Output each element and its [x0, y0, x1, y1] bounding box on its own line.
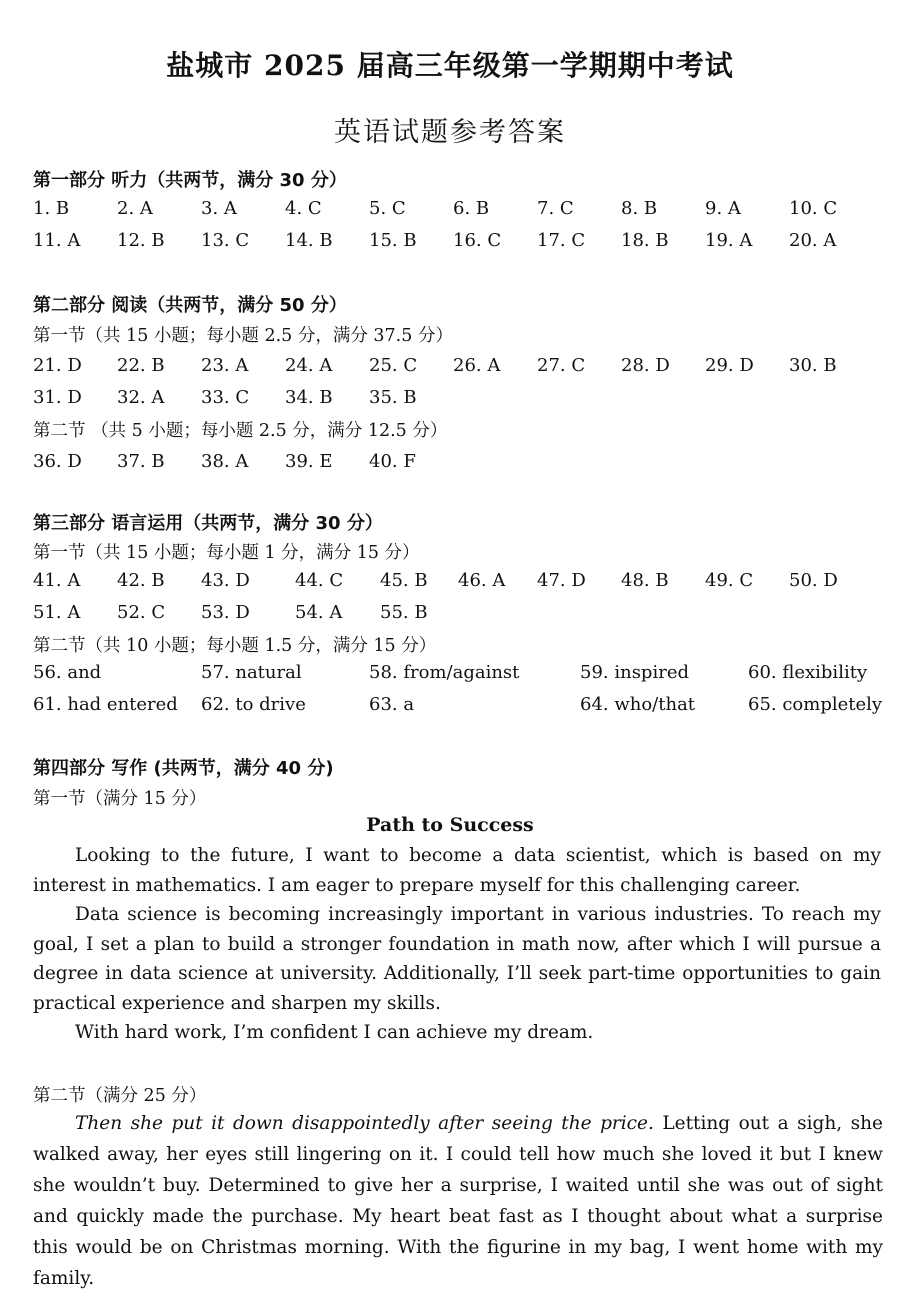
answer-item: 44. C — [295, 570, 344, 591]
answer-item: 38. A — [201, 451, 249, 472]
answer-item: 45. B — [380, 570, 428, 591]
part2-heading: 第二部分 阅读（共两节，满分 50 分） — [33, 295, 347, 316]
answer-item: 40. F — [369, 451, 416, 472]
answer-item: 32. A — [117, 387, 165, 408]
answer-item: 6. B — [453, 198, 490, 219]
answer-item: 35. B — [369, 387, 417, 408]
answer-item: 16. C — [453, 230, 502, 251]
answer-item: 25. C — [369, 355, 418, 376]
answer-item: 42. B — [117, 570, 165, 591]
answer-item: 17. C — [537, 230, 586, 251]
answer-item: 2. A — [117, 198, 153, 219]
essay-paragraph: Looking to the future, I want to become a data scientist, which is based on my interest in mathematics. I am eager to prepare myself for this challenging career. — [33, 845, 881, 896]
answer-item: 43. D — [201, 570, 250, 591]
answer-item: 1. B — [33, 198, 70, 219]
answer-item: 46. A — [458, 570, 506, 591]
exam-title: 盐城市 2025 届高三年级第一学期期中考试 — [166, 49, 734, 82]
answer-item: 19. A — [705, 230, 753, 251]
answer-item: 28. D — [621, 355, 670, 376]
answer-item: 60. flexibility — [748, 662, 868, 683]
part2-sec1-heading: 第一节（共 15 小题；每小题 2.5 分，满分 37.5 分） — [33, 326, 453, 346]
answer-item: 7. C — [537, 198, 574, 219]
answer-item: 13. C — [201, 230, 250, 251]
part4-sec2-heading: 第二节（满分 25 分） — [33, 1086, 207, 1106]
answer-item: 8. B — [621, 198, 658, 219]
answer-item: 36. D — [33, 451, 82, 472]
part4-sec1-heading: 第一节（满分 15 分） — [33, 789, 207, 809]
answer-item: 12. B — [117, 230, 165, 251]
part3-heading: 第三部分 语言运用（共两节，满分 30 分） — [33, 513, 383, 534]
answer-item: 56. and — [33, 662, 102, 683]
continuation-paragraph — [33, 1108, 883, 1294]
exam-subtitle: 英语试题参考答案 — [334, 117, 566, 148]
answer-item: 11. A — [33, 230, 81, 251]
answer-item: 52. C — [117, 602, 166, 623]
part4-heading: 第四部分 写作 (共两节，满分 40 分) — [33, 758, 334, 779]
answer-item: 51. A — [33, 602, 81, 623]
answer-item: 9. A — [705, 198, 741, 219]
part2-sec2-heading: 第二节 （共 5 小题；每小题 2.5 分，满分 12.5 分） — [33, 421, 448, 441]
answer-item: 37. B — [117, 451, 165, 472]
answer-item: 4. C — [285, 198, 322, 219]
answer-item: 23. A — [201, 355, 249, 376]
answer-item: 62. to drive — [201, 694, 306, 715]
answer-item: 54. A — [295, 602, 343, 623]
answer-item: 34. B — [285, 387, 333, 408]
answer-item: 18. B — [621, 230, 669, 251]
answer-item: 53. D — [201, 602, 250, 623]
answer-item: 22. B — [117, 355, 165, 376]
answer-item: 15. B — [369, 230, 417, 251]
essay-title: Path to Success — [366, 814, 534, 836]
answer-item: 63. a — [369, 694, 415, 715]
answer-item: 49. C — [705, 570, 754, 591]
answer-item: 20. A — [789, 230, 837, 251]
answer-item: 50. D — [789, 570, 838, 591]
continuation-body: Letting out a sigh, she walked away, her eyes still lingering on it. I could tell how much she loved it but I knew she wouldn’t buy. Determined to give her a surprise, I waited until she was out of sight and quickly made the purchase. My heart beat fast as I thought about what a surprise this would be on Christmas morning. With the figurine in my bag, I went home with my family. — [33, 1113, 883, 1289]
answer-item: 31. D — [33, 387, 82, 408]
answer-item: 58. from/against — [369, 662, 520, 683]
continuation-lead-sentence: Then she put it down disappointedly after seeing the price. — [75, 1113, 654, 1134]
essay-paragraph: With hard work, I’m confident I can achieve my dream. — [75, 1022, 594, 1043]
answer-item: 41. A — [33, 570, 81, 591]
part3-sec2-heading: 第二节（共 10 小题；每小题 1.5 分，满分 15 分） — [33, 636, 437, 656]
answer-item: 39. E — [285, 451, 333, 472]
answer-item: 29. D — [705, 355, 754, 376]
answer-item: 14. B — [285, 230, 333, 251]
essay-paragraph: Data science is becoming increasingly important in various industries. To reach my goal, I set a plan to build a stronger foundation in math now, after which I will pursue a degree in data science at university. Additionally, I’ll seek part-time opportunities to gain practical experience and sharpen my skills. — [33, 904, 881, 1014]
answer-item: 55. B — [380, 602, 428, 623]
answer-item: 3. A — [201, 198, 237, 219]
answer-item: 5. C — [369, 198, 406, 219]
answer-item: 59. inspired — [580, 662, 689, 683]
answer-item: 33. C — [201, 387, 250, 408]
answer-item: 30. B — [789, 355, 837, 376]
answer-item: 57. natural — [201, 662, 302, 683]
answer-item: 21. D — [33, 355, 82, 376]
part3-sec1-heading: 第一节（共 15 小题；每小题 1 分，满分 15 分） — [33, 543, 420, 563]
answer-item: 26. A — [453, 355, 501, 376]
answer-item: 10. C — [789, 198, 838, 219]
answer-item: 27. C — [537, 355, 586, 376]
answer-item: 65. completely — [748, 694, 883, 715]
answer-item: 47. D — [537, 570, 586, 591]
answer-item: 64. who/that — [580, 694, 696, 715]
answer-item: 48. B — [621, 570, 669, 591]
part1-heading: 第一部分 听力（共两节，满分 30 分） — [33, 170, 347, 191]
answer-item: 61. had entered — [33, 694, 178, 715]
answer-item: 24. A — [285, 355, 333, 376]
